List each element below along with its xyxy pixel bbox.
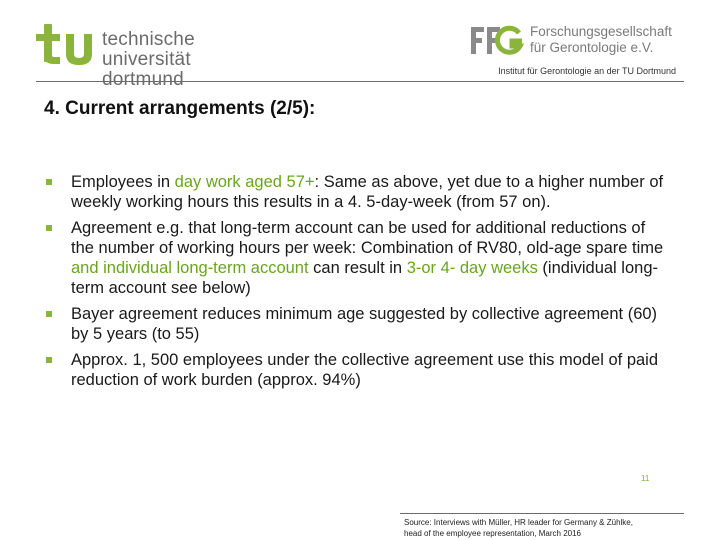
square-bullet-icon [46, 311, 52, 317]
bullet-list [46, 172, 666, 396]
bullet-segment: Agreement e.g. that long-term account can be used for additional reductions of the number of working hours per week: Combination of RV80, old-age spare time [71, 219, 664, 257]
bullet-segment: Approx. 1, 500 employees under the collective agreement use this model of paid reduction of work burden (approx. 94%) [71, 351, 659, 389]
header-divider [36, 81, 684, 82]
square-bullet-icon [46, 179, 52, 185]
institute-name: Institut für Gerontologie an der TU Dortmund [498, 66, 676, 76]
tu-logo-icon [36, 22, 96, 68]
bullet-item [46, 218, 666, 298]
ffg-logo-line2: für Gerontologie e.V. [530, 40, 654, 55]
bullet-segment: Bayer agreement reduces minimum age suggested by collective agreement (60) by 5 years (to 55) [71, 305, 658, 343]
bullet-segment: can result in [308, 259, 407, 277]
bullet-item [46, 350, 666, 390]
source-line2: head of the employee representation, March 2016 [404, 529, 582, 538]
tu-logo-line2: dortmund [102, 69, 184, 90]
bullet-item [46, 304, 666, 344]
bullet-highlight: and individual long-term account [71, 259, 309, 277]
ffg-logo-line1: Forschungsgesellschaft [530, 24, 672, 39]
source-line1: Source: Interviews with Müller, HR leader for Germany & Zühlke, [404, 518, 633, 527]
bullet-segment: (individual long-term account see below) [71, 259, 658, 297]
bullet-segment: : Same as above, yet due to a higher number of weekly working hours this results in a 4. 5-day-week (from 57 on). [71, 173, 664, 211]
footer-divider [400, 513, 684, 514]
tu-logo-line1: technische universität [102, 29, 195, 70]
bullet-segment: Employees in [71, 173, 175, 191]
tu-dortmund-logo [36, 22, 286, 90]
ffg-logo-icon [470, 24, 524, 56]
bullet-item [46, 172, 666, 212]
ffg-logo-text [530, 24, 672, 56]
bullet-highlight: day work aged 57+ [174, 173, 315, 191]
square-bullet-icon [46, 357, 52, 363]
page-number: 11 [641, 474, 650, 483]
source-note [404, 517, 704, 539]
ffg-logo [470, 22, 690, 62]
square-bullet-icon [46, 225, 52, 231]
bullet-highlight: 3-or 4- day weeks [406, 259, 538, 277]
slide-title: 4. Current arrangements (2/5): [44, 98, 316, 119]
